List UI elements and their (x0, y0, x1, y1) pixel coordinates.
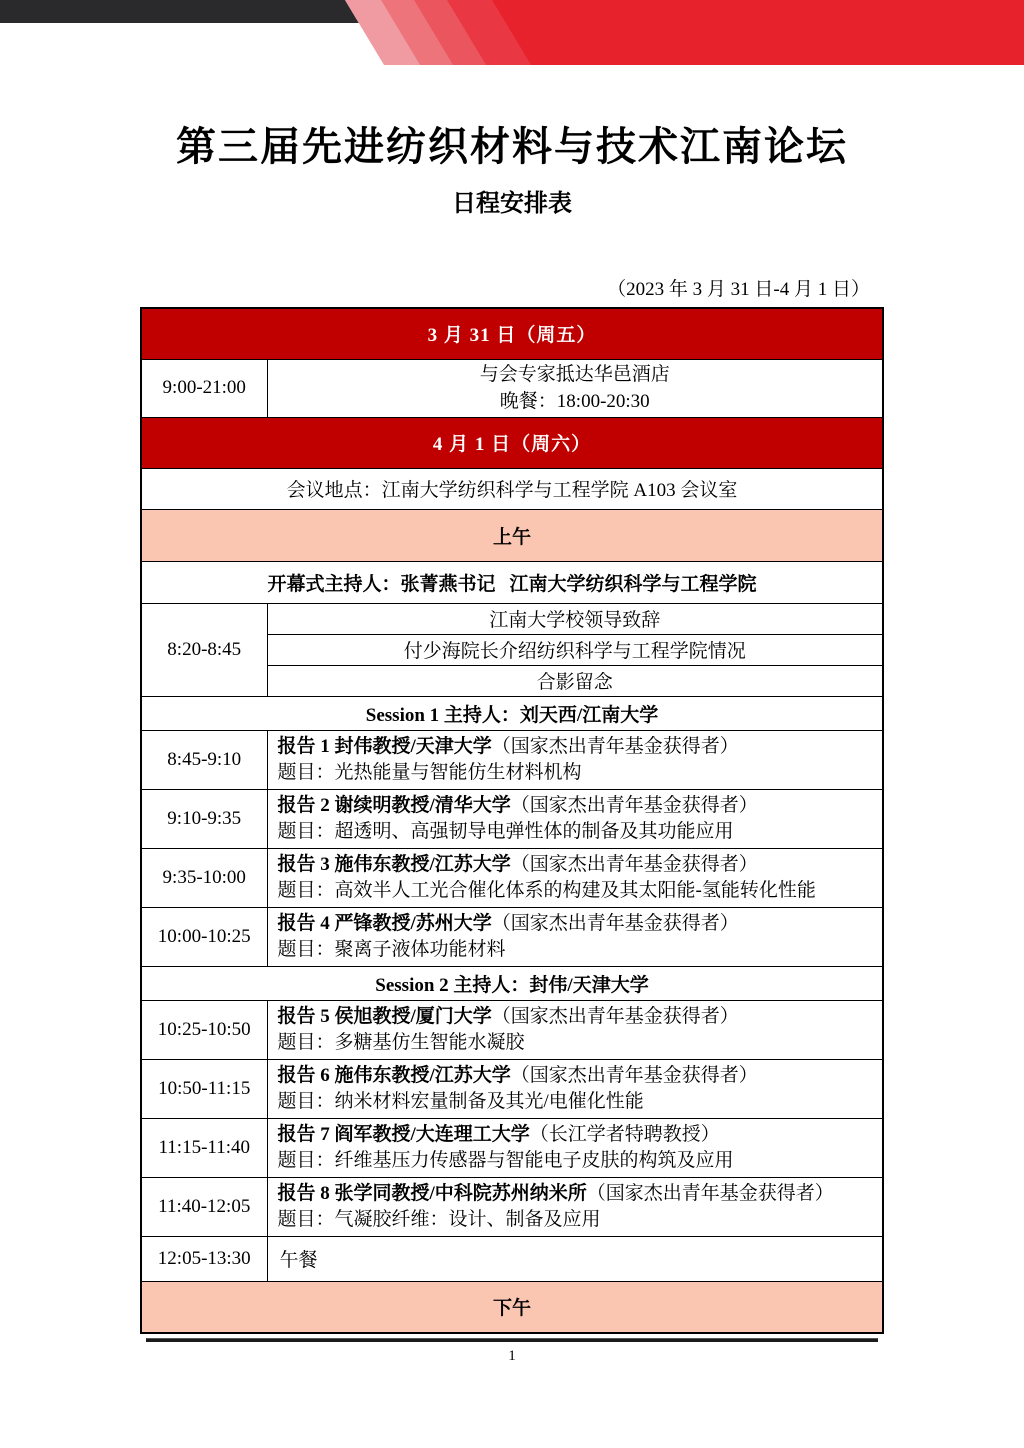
time-cell: 8:20-8:45 (141, 603, 267, 696)
report-cell (267, 730, 883, 789)
report-row (141, 907, 883, 966)
lunch-cell: 午餐 (267, 1236, 883, 1281)
report-speaker: 报告 5 侯旭教授/厦门大学 (277, 1005, 492, 1027)
top-banner (0, 0, 1024, 65)
report-topic: 题目：气凝胶纤维：设计、制备及应用 (277, 1208, 601, 1230)
schedule-table (140, 307, 884, 1334)
report-cell (267, 789, 883, 848)
day1-header: 3 月 31 日（周五） (141, 308, 883, 359)
morning-label: 上午 (141, 509, 883, 561)
page-subtitle: 日程安排表 (452, 190, 572, 217)
time-cell: 11:15-11:40 (141, 1118, 267, 1177)
time-cell: 9:10-9:35 (141, 789, 267, 848)
opening-host-row (141, 561, 883, 603)
report-row (141, 848, 883, 907)
day2-header-row (141, 417, 883, 468)
opening-host-cell (141, 561, 883, 603)
report-cell (267, 1000, 883, 1059)
lunch-row (141, 1236, 883, 1281)
report-topic: 题目：纤维基压力传感器与智能电子皮肤的构筑及应用 (277, 1149, 734, 1171)
report-cell (267, 1059, 883, 1118)
opening-item: 付少海院长介绍纺织科学与工程学院情况 (267, 634, 883, 665)
report-topic: 题目：聚离子液体功能材料 (277, 938, 506, 960)
time-cell: 12:05-13:30 (141, 1236, 267, 1281)
day2-header: 4 月 1 日（周六） (141, 417, 883, 468)
time-cell: 10:00-10:25 (141, 907, 267, 966)
report-topic: 题目：高效半人工光合催化体系的构建及其太阳能-氢能转化性能 (277, 879, 816, 901)
arrival-line2: 晚餐：18:00-20:30 (499, 391, 650, 412)
report-speaker: 报告 7 阎军教授/大连理工大学 (277, 1123, 530, 1145)
report-cell (267, 1118, 883, 1177)
report-cell (267, 907, 883, 966)
opening-item-row (141, 603, 883, 634)
opening-item: 江南大学校领导致辞 (267, 603, 883, 634)
time-cell: 11:40-12:05 (141, 1177, 267, 1236)
report-speaker: 报告 2 谢续明教授/清华大学 (277, 794, 511, 816)
session1-title: Session 1 主持人：刘天西/江南大学 (141, 696, 883, 730)
opening-affiliation: 江南大学纺织科学与工程学院 (509, 573, 757, 595)
content-area (140, 274, 884, 1365)
page-title: 第三届先进纺织材料与技术江南论坛 (176, 125, 848, 169)
afternoon-section-row (141, 1281, 883, 1333)
report-honor: （国家杰出青年基金获得者） (510, 794, 758, 816)
report-honor: （国家杰出青年基金获得者） (491, 912, 739, 934)
report-honor: （国家杰出青年基金获得者） (510, 1064, 758, 1086)
report-row (141, 1059, 883, 1118)
time-cell: 9:00-21:00 (141, 359, 267, 417)
session1-row (141, 696, 883, 730)
report-topic: 题目：纳米材料宏量制备及其光/电催化性能 (277, 1090, 644, 1112)
report-honor: （国家杰出青年基金获得者） (491, 735, 739, 757)
time-cell: 9:35-10:00 (141, 848, 267, 907)
report-topic: 题目：超透明、高强韧导电弹性体的制备及其功能应用 (277, 820, 734, 842)
opening-host: 开幕式主持人：张菁燕书记 (267, 573, 496, 595)
report-row (141, 1000, 883, 1059)
session2-title: Session 2 主持人：封伟/天津大学 (141, 966, 883, 1000)
footer-rule (146, 1338, 878, 1342)
report-cell (267, 1177, 883, 1236)
time-cell: 10:25-10:50 (141, 1000, 267, 1059)
report-row (141, 1177, 883, 1236)
report-speaker: 报告 4 严锋教授/苏州大学 (277, 912, 492, 934)
report-topic: 题目：多糖基仿生智能水凝胶 (277, 1031, 525, 1053)
report-speaker: 报告 3 施伟东教授/江苏大学 (277, 853, 511, 875)
report-speaker: 报告 8 张学同教授/中科院苏州纳米所 (277, 1182, 587, 1204)
day1-header-row (141, 308, 883, 359)
opening-item: 合影留念 (267, 665, 883, 696)
afternoon-label: 下午 (141, 1281, 883, 1333)
report-row (141, 730, 883, 789)
time-cell: 8:45-9:10 (141, 730, 267, 789)
report-honor: （国家杰出青年基金获得者） (491, 1005, 739, 1027)
session2-row (141, 966, 883, 1000)
morning-section-row (141, 509, 883, 561)
banner-black-bar (0, 0, 359, 23)
report-honor: （国家杰出青年基金获得者） (586, 1182, 834, 1204)
report-speaker: 报告 1 封伟教授/天津大学 (277, 735, 492, 757)
report-topic: 题目：光热能量与智能仿生材料机构 (277, 761, 582, 783)
report-row (141, 789, 883, 848)
arrival-row (141, 359, 883, 417)
report-row (141, 1118, 883, 1177)
time-cell: 10:50-11:15 (141, 1059, 267, 1118)
date-range: （2023 年 3 月 31 日-4 月 1 日） (607, 279, 870, 300)
report-honor: （长江学者特聘教授） (529, 1123, 720, 1145)
arrival-line1: 与会专家抵达华邑酒店 (479, 364, 670, 385)
report-cell (267, 848, 883, 907)
banner-red-band (492, 0, 1024, 65)
report-speaker: 报告 6 施伟东教授/江苏大学 (277, 1064, 511, 1086)
page-number: 1 (508, 1348, 516, 1364)
arrival-cell (267, 359, 883, 417)
document-header (0, 123, 1024, 218)
venue-row (141, 468, 883, 509)
venue-cell: 会议地点：江南大学纺织科学与工程学院 A103 会议室 (141, 468, 883, 509)
report-honor: （国家杰出青年基金获得者） (510, 853, 758, 875)
